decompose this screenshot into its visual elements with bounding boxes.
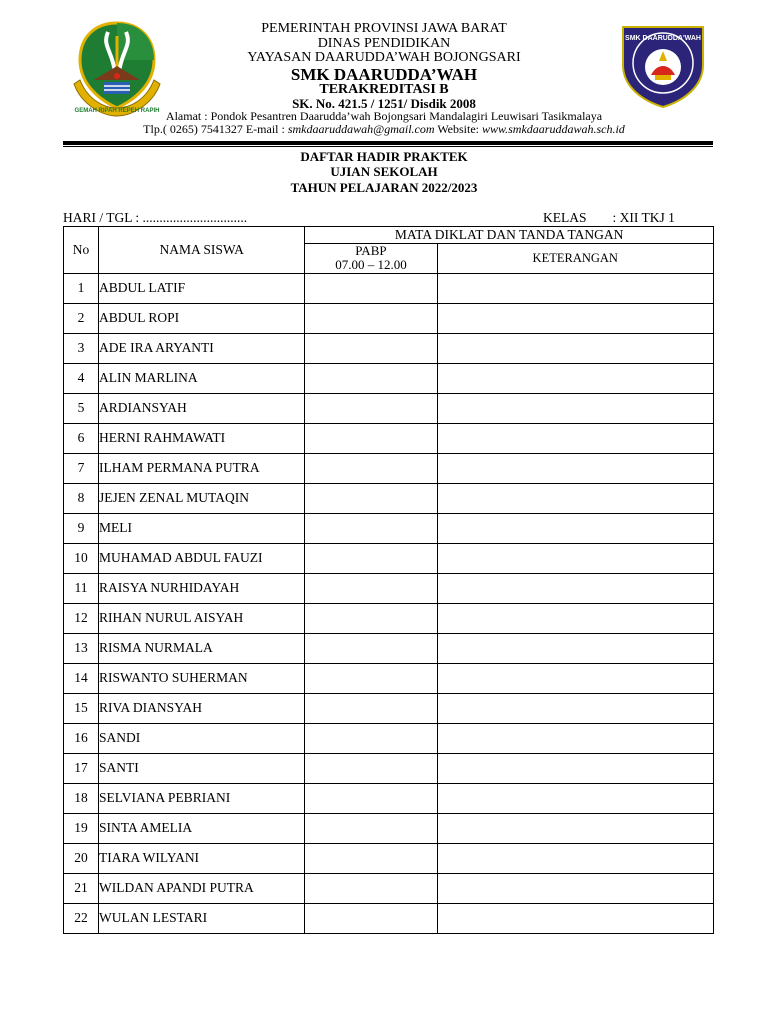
notes-cell[interactable] xyxy=(437,663,713,693)
student-rows xyxy=(64,273,714,933)
accreditation: TERAKREDITASI B xyxy=(319,82,449,97)
student-name: ABDUL ROPI xyxy=(99,303,305,333)
header-government-line: PEMERINTAH PROVINSI JAWA BARAT xyxy=(261,21,507,36)
row-number: 11 xyxy=(64,573,99,603)
table-row xyxy=(64,843,714,873)
row-number: 9 xyxy=(64,513,99,543)
header-department-line: DINAS PENDIDIKAN xyxy=(317,36,451,51)
signature-cell[interactable] xyxy=(305,603,437,633)
phone-prefix: Tlp.( 0265) 7541327 E-mail : xyxy=(143,122,288,136)
notes-cell[interactable] xyxy=(437,453,713,483)
row-number: 7 xyxy=(64,453,99,483)
signature-cell[interactable] xyxy=(305,813,437,843)
row-number: 15 xyxy=(64,693,99,723)
student-name: JEJEN ZENAL MUTAQIN xyxy=(99,483,305,513)
row-number: 4 xyxy=(64,363,99,393)
notes-cell[interactable] xyxy=(437,513,713,543)
email: smkdaaruddawah@gmail.com xyxy=(287,122,435,136)
class-label: KELAS xyxy=(543,210,587,225)
notes-cell[interactable] xyxy=(437,753,713,783)
table-row xyxy=(64,783,714,813)
notes-cell[interactable] xyxy=(437,903,713,933)
row-number: 1 xyxy=(64,273,99,303)
signature-cell[interactable] xyxy=(305,393,437,423)
signature-cell[interactable] xyxy=(305,573,437,603)
table-row xyxy=(64,753,714,783)
notes-cell[interactable] xyxy=(437,363,713,393)
notes-cell[interactable] xyxy=(437,783,713,813)
signature-cell[interactable] xyxy=(305,483,437,513)
row-number: 2 xyxy=(64,303,99,333)
col-subject-signature-header: MATA DIKLAT DAN TANDA TANGAN xyxy=(305,227,714,244)
notes-cell[interactable] xyxy=(437,393,713,423)
row-number: 13 xyxy=(64,633,99,663)
header-divider-thin xyxy=(63,146,713,147)
student-name: ALIN MARLINA xyxy=(99,363,305,393)
signature-cell[interactable] xyxy=(305,453,437,483)
sk-number: SK. No. 421.5 / 1251/ Disdik 2008 xyxy=(292,96,476,111)
header-foundation-line: YAYASAN DAARUDDA’WAH BOJONGSARI xyxy=(247,50,521,65)
notes-cell[interactable] xyxy=(437,633,713,663)
signature-cell[interactable] xyxy=(305,303,437,333)
school-name: SMK DAARUDDA’WAH xyxy=(290,65,478,84)
student-name: ADE IRA ARYANTI xyxy=(99,333,305,363)
notes-cell[interactable] xyxy=(437,813,713,843)
row-number: 21 xyxy=(64,873,99,903)
row-number: 5 xyxy=(64,393,99,423)
table-row xyxy=(64,693,714,723)
student-name: SANTI xyxy=(99,753,305,783)
class-field xyxy=(543,211,675,225)
school-year: TAHUN PELAJARAN 2022/2023 xyxy=(290,180,478,195)
col-notes-header: KETERANGAN xyxy=(437,244,713,274)
table-row xyxy=(64,303,714,333)
student-name: SINTA AMELIA xyxy=(99,813,305,843)
student-name: SELVIANA PEBRIANI xyxy=(99,783,305,813)
signature-cell[interactable] xyxy=(305,693,437,723)
notes-cell[interactable] xyxy=(437,573,713,603)
signature-cell[interactable] xyxy=(305,843,437,873)
row-number: 12 xyxy=(64,603,99,633)
signature-cell[interactable] xyxy=(305,633,437,663)
student-name: RIVA DIANSYAH xyxy=(99,693,305,723)
table-row xyxy=(64,423,714,453)
row-number: 22 xyxy=(64,903,99,933)
doc-title: DAFTAR HADIR PRAKTEK xyxy=(300,149,468,164)
student-name: RIHAN NURUL AISYAH xyxy=(99,603,305,633)
table-row xyxy=(64,573,714,603)
table-row xyxy=(64,543,714,573)
col-pabp-header xyxy=(305,244,437,274)
contact-line xyxy=(0,123,768,135)
signature-cell[interactable] xyxy=(305,783,437,813)
notes-cell[interactable] xyxy=(437,423,713,453)
address: Alamat : Pondok Pesantren Daarudda’wah Bojongsari Mandalagiri Leuwisari Tasikmalaya xyxy=(165,109,603,123)
notes-cell[interactable] xyxy=(437,273,713,303)
table-row xyxy=(64,363,714,393)
col-name-header: NAMA SISWA xyxy=(99,227,305,274)
notes-cell[interactable] xyxy=(437,843,713,873)
student-name: MUHAMAD ABDUL FAUZI xyxy=(99,543,305,573)
table-row xyxy=(64,483,714,513)
notes-cell[interactable] xyxy=(437,483,713,513)
signature-cell[interactable] xyxy=(305,753,437,783)
table-row xyxy=(64,393,714,423)
signature-cell[interactable] xyxy=(305,363,437,393)
website-prefix: Website: xyxy=(434,122,483,136)
signature-cell[interactable] xyxy=(305,873,437,903)
row-number: 10 xyxy=(64,543,99,573)
table-row xyxy=(64,603,714,633)
signature-cell[interactable] xyxy=(305,513,437,543)
table-row xyxy=(64,873,714,903)
notes-cell[interactable] xyxy=(437,333,713,363)
class-value: : XII TKJ 1 xyxy=(612,210,675,225)
row-number: 6 xyxy=(64,423,99,453)
student-name: HERNI RAHMAWATI xyxy=(99,423,305,453)
student-name: WILDAN APANDI PUTRA xyxy=(99,873,305,903)
signature-cell[interactable] xyxy=(305,273,437,303)
signature-cell[interactable] xyxy=(305,663,437,693)
student-name: TIARA WILYANI xyxy=(99,843,305,873)
notes-cell[interactable] xyxy=(437,723,713,753)
student-name: MELI xyxy=(99,513,305,543)
student-name: RAISYA NURHIDAYAH xyxy=(99,573,305,603)
row-number: 3 xyxy=(64,333,99,363)
table-row xyxy=(64,723,714,753)
signature-cell[interactable] xyxy=(305,423,437,453)
website: www.smkdaaruddawah.sch.id xyxy=(482,122,625,136)
day-date-field: HARI / TGL : ............................... xyxy=(63,210,248,225)
pabp-time: 07.00 – 12.00 xyxy=(335,257,407,273)
notes-cell[interactable] xyxy=(437,543,713,573)
student-name: WULAN LESTARI xyxy=(99,903,305,933)
row-number: 14 xyxy=(64,663,99,693)
notes-cell[interactable] xyxy=(437,693,713,723)
row-number: 17 xyxy=(64,753,99,783)
signature-cell[interactable] xyxy=(305,333,437,363)
row-number: 8 xyxy=(64,483,99,513)
row-number: 18 xyxy=(64,783,99,813)
table-row xyxy=(64,903,714,933)
table-row xyxy=(64,813,714,843)
row-number: 20 xyxy=(64,843,99,873)
student-name: ARDIANSYAH xyxy=(99,393,305,423)
table-row xyxy=(64,633,714,663)
table-row xyxy=(64,663,714,693)
notes-cell[interactable] xyxy=(437,603,713,633)
table-row xyxy=(64,453,714,483)
right-logo-text: SMK DAARUDDA'WAH xyxy=(625,35,701,42)
table-row xyxy=(64,513,714,543)
notes-cell[interactable] xyxy=(437,303,713,333)
signature-cell[interactable] xyxy=(305,723,437,753)
signature-cell[interactable] xyxy=(305,543,437,573)
col-no-header: No xyxy=(64,227,99,274)
student-name: SANDI xyxy=(99,723,305,753)
attendance-table xyxy=(63,226,714,934)
left-logo-text: GEMAH RIPAH REPEH RAPIH xyxy=(74,108,160,114)
student-name: RISWANTO SUHERMAN xyxy=(99,663,305,693)
student-name: RISMA NURMALA xyxy=(99,633,305,663)
signature-cell[interactable] xyxy=(305,903,437,933)
row-number: 16 xyxy=(64,723,99,753)
header-divider-thick xyxy=(63,141,713,145)
notes-cell[interactable] xyxy=(437,873,713,903)
row-number: 19 xyxy=(64,813,99,843)
pabp-label: PABP xyxy=(355,243,387,258)
student-name: ILHAM PERMANA PUTRA xyxy=(99,453,305,483)
table-row xyxy=(64,273,714,303)
student-name: ABDUL LATIF xyxy=(99,273,305,303)
doc-subtitle: UJIAN SEKOLAH xyxy=(330,164,438,179)
table-row xyxy=(64,333,714,363)
